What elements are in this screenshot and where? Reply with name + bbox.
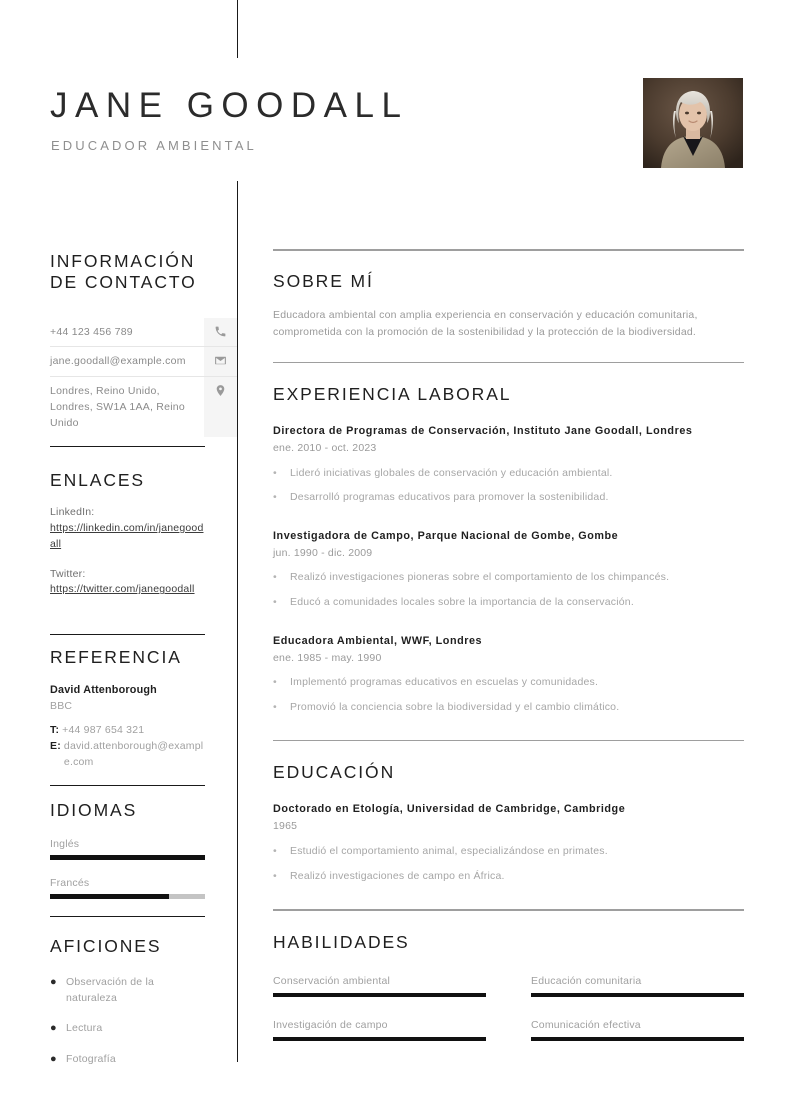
location-pin-icon <box>204 377 237 438</box>
sidebar-divider-2 <box>50 634 205 635</box>
experience-entry-date: ene. 2010 - oct. 2023 <box>273 441 377 454</box>
about-section <box>273 271 744 341</box>
bullet-icon: ● <box>50 976 57 989</box>
link-item-linkedin[interactable] <box>50 505 205 552</box>
language-bar-fill-frances <box>50 894 169 899</box>
education-bullet <box>273 869 744 885</box>
reference-phone-value: +44 987 654 321 <box>62 724 145 737</box>
list-item <box>50 975 205 1005</box>
skill-name: Investigación de campo <box>273 1018 388 1031</box>
skill-name: Conservación ambiental <box>273 974 391 987</box>
bullet-icon: • <box>273 701 277 714</box>
contact-heading <box>50 251 205 294</box>
reference-email-value: david.attenborough@example.com <box>63 740 204 768</box>
envelope-icon <box>204 347 237 375</box>
contact-heading-line1: INFORMACIÓN <box>50 251 196 271</box>
avatar <box>643 78 743 168</box>
language-item-frances <box>50 877 205 899</box>
bullet-icon: ● <box>50 1052 57 1065</box>
main-divider-2 <box>273 362 744 364</box>
contact-phone-text: +44 123 456 789 <box>50 326 133 338</box>
link-label-linkedin: LinkedIn: <box>50 506 95 519</box>
reference-heading: REFERENCIA <box>50 647 182 667</box>
contact-row-phone <box>50 318 237 346</box>
links-heading: ENLACES <box>50 470 145 490</box>
education-entry <box>273 802 744 884</box>
language-bar-frances <box>50 894 205 899</box>
link-label-twitter: Twitter: <box>50 567 86 580</box>
list-item <box>50 1052 205 1068</box>
skill-bar <box>531 993 744 997</box>
about-heading: SOBRE MÍ <box>273 270 374 291</box>
skill-bar-fill <box>531 993 744 997</box>
experience-entry <box>273 529 744 611</box>
contact-email-text: jane.goodall@example.com <box>50 355 186 368</box>
hobbies-heading: AFICIONES <box>50 936 162 956</box>
link-url-linkedin[interactable]: https://linkedin.com/in/janegoodall <box>50 522 204 550</box>
reference-section <box>50 647 205 771</box>
contact-address-text: Londres, Reino Unido, Londres, SW1A 1AA, Reino Unido <box>50 384 185 430</box>
experience-heading: EXPERIENCIA LABORAL <box>273 384 512 405</box>
skill-bar-fill <box>273 1037 486 1041</box>
main-column <box>273 181 744 1063</box>
hobbies-section <box>50 936 205 1083</box>
experience-bullet <box>273 675 744 691</box>
main-divider-1 <box>273 249 744 251</box>
sidebar-divider-4 <box>50 916 205 917</box>
skills-grid <box>273 975 744 1063</box>
experience-bullet-text: Desarrolló programas educativos para promover la sostenibilidad. <box>290 491 609 504</box>
reference-email-row <box>50 739 205 771</box>
education-section <box>273 762 744 884</box>
experience-entry-date: ene. 1985 - may. 1990 <box>273 651 382 664</box>
experience-section <box>273 384 744 716</box>
skill-item <box>531 975 744 997</box>
bullet-icon: ● <box>50 1021 57 1034</box>
skill-item <box>273 1019 486 1041</box>
reference-email-label: E: <box>50 740 61 753</box>
bullet-icon: • <box>273 466 277 479</box>
contact-heading-line2: DE CONTACTO <box>50 272 197 293</box>
bullet-icon: • <box>273 676 277 689</box>
skill-bar <box>531 1037 744 1041</box>
skills-heading: HABILIDADES <box>273 931 410 952</box>
portrait-photo-icon <box>643 78 743 168</box>
experience-bullet <box>273 490 744 506</box>
experience-bullet <box>273 700 744 716</box>
skill-name: Educación comunitaria <box>531 974 642 987</box>
contact-row-email <box>50 346 237 375</box>
skill-item <box>531 1019 744 1041</box>
main-divider-3 <box>273 740 744 742</box>
link-url-twitter[interactable]: https://twitter.com/janegoodall <box>50 583 195 596</box>
skill-bar-fill <box>273 993 486 997</box>
experience-entry-title: Investigadora de Campo, Parque Nacional de Gombe, Gombe <box>273 530 619 543</box>
skill-bar <box>273 993 486 997</box>
experience-bullet-text: Implementó programas educativos en escuelas y comunidades. <box>290 676 599 689</box>
contact-section <box>50 251 205 294</box>
education-bullet-text: Estudió el comportamiento animal, especializándose en primates. <box>290 844 608 857</box>
experience-entry-title: Directora de Programas de Conservación, Instituto Jane Goodall, Londres <box>273 425 693 438</box>
experience-bullet-text: Realizó investigaciones pioneras sobre el comportamiento de los chimpancés. <box>290 571 670 584</box>
experience-bullet <box>273 570 744 586</box>
language-bar-ingles <box>50 855 205 860</box>
links-section <box>50 470 205 598</box>
reference-name: David Attenborough <box>50 684 157 697</box>
candidate-role: EDUCADOR AMBIENTAL <box>51 138 257 153</box>
education-entry-title: Doctorado en Etología, Universidad de Cambridge, Cambridge <box>273 803 626 816</box>
contact-row-address <box>50 376 237 438</box>
phone-icon <box>204 318 237 346</box>
reference-phone-row <box>50 723 205 739</box>
experience-bullet <box>273 466 744 482</box>
experience-bullet-text: Lideró iniciativas globales de conservación y educación ambiental. <box>290 466 613 479</box>
resume-header <box>0 0 794 181</box>
bullet-icon: • <box>273 869 277 882</box>
skill-bar-fill <box>531 1037 744 1041</box>
experience-entry <box>273 424 744 506</box>
candidate-name: JANE GOODALL <box>50 86 409 125</box>
reference-organization: BBC <box>50 699 73 712</box>
language-name-frances: Francés <box>50 877 90 890</box>
education-heading: EDUCACIÓN <box>273 762 396 783</box>
education-bullet <box>273 844 744 860</box>
bullet-icon: • <box>273 596 277 609</box>
experience-entry <box>273 634 744 716</box>
hobby-label: Lectura <box>66 1021 103 1034</box>
language-name-ingles: Inglés <box>50 838 80 851</box>
column-vertical-divider <box>237 181 238 1062</box>
contact-rows <box>50 318 237 437</box>
skills-section <box>273 932 744 1063</box>
language-item-ingles <box>50 838 205 860</box>
skill-name: Comunicación efectiva <box>531 1018 641 1031</box>
language-bar-fill-ingles <box>50 855 205 860</box>
experience-entry-title: Educadora Ambiental, WWF, Londres <box>273 634 483 647</box>
bullet-icon: • <box>273 571 277 584</box>
skill-bar <box>273 1037 486 1041</box>
skill-item <box>273 975 486 997</box>
experience-bullet-text: Promovió la conciencia sobre la biodiversidad y el cambio climático. <box>290 701 620 714</box>
sidebar-divider-1 <box>50 446 205 447</box>
education-bullet-text: Realizó investigaciones de campo en África. <box>290 869 505 882</box>
sidebar-divider-3 <box>50 785 205 786</box>
bullet-icon: • <box>273 491 277 504</box>
experience-bullet <box>273 595 744 611</box>
main-divider-4 <box>273 909 744 911</box>
experience-entry-date: jun. 1990 - dic. 2009 <box>273 546 373 559</box>
languages-heading: IDIOMAS <box>50 800 138 820</box>
list-item <box>50 1021 205 1037</box>
education-entry-date: 1965 <box>273 820 298 833</box>
experience-bullet-text: Educó a comunidades locales sobre la importancia de la conservación. <box>290 596 634 609</box>
reference-phone-label: T: <box>50 724 60 737</box>
sidebar <box>0 181 237 1120</box>
hobby-label: Fotografía <box>66 1052 116 1065</box>
link-item-twitter[interactable] <box>50 567 205 599</box>
bullet-icon: • <box>273 844 277 857</box>
about-text: Educadora ambiental con amplia experiencia en conservación y educación comunitaria, comprometida con la promoción de la sostenibilidad y la protección de la biodiversidad. <box>273 308 698 338</box>
hobby-label: Observación de la naturaleza <box>66 976 155 1004</box>
languages-section <box>50 800 205 899</box>
